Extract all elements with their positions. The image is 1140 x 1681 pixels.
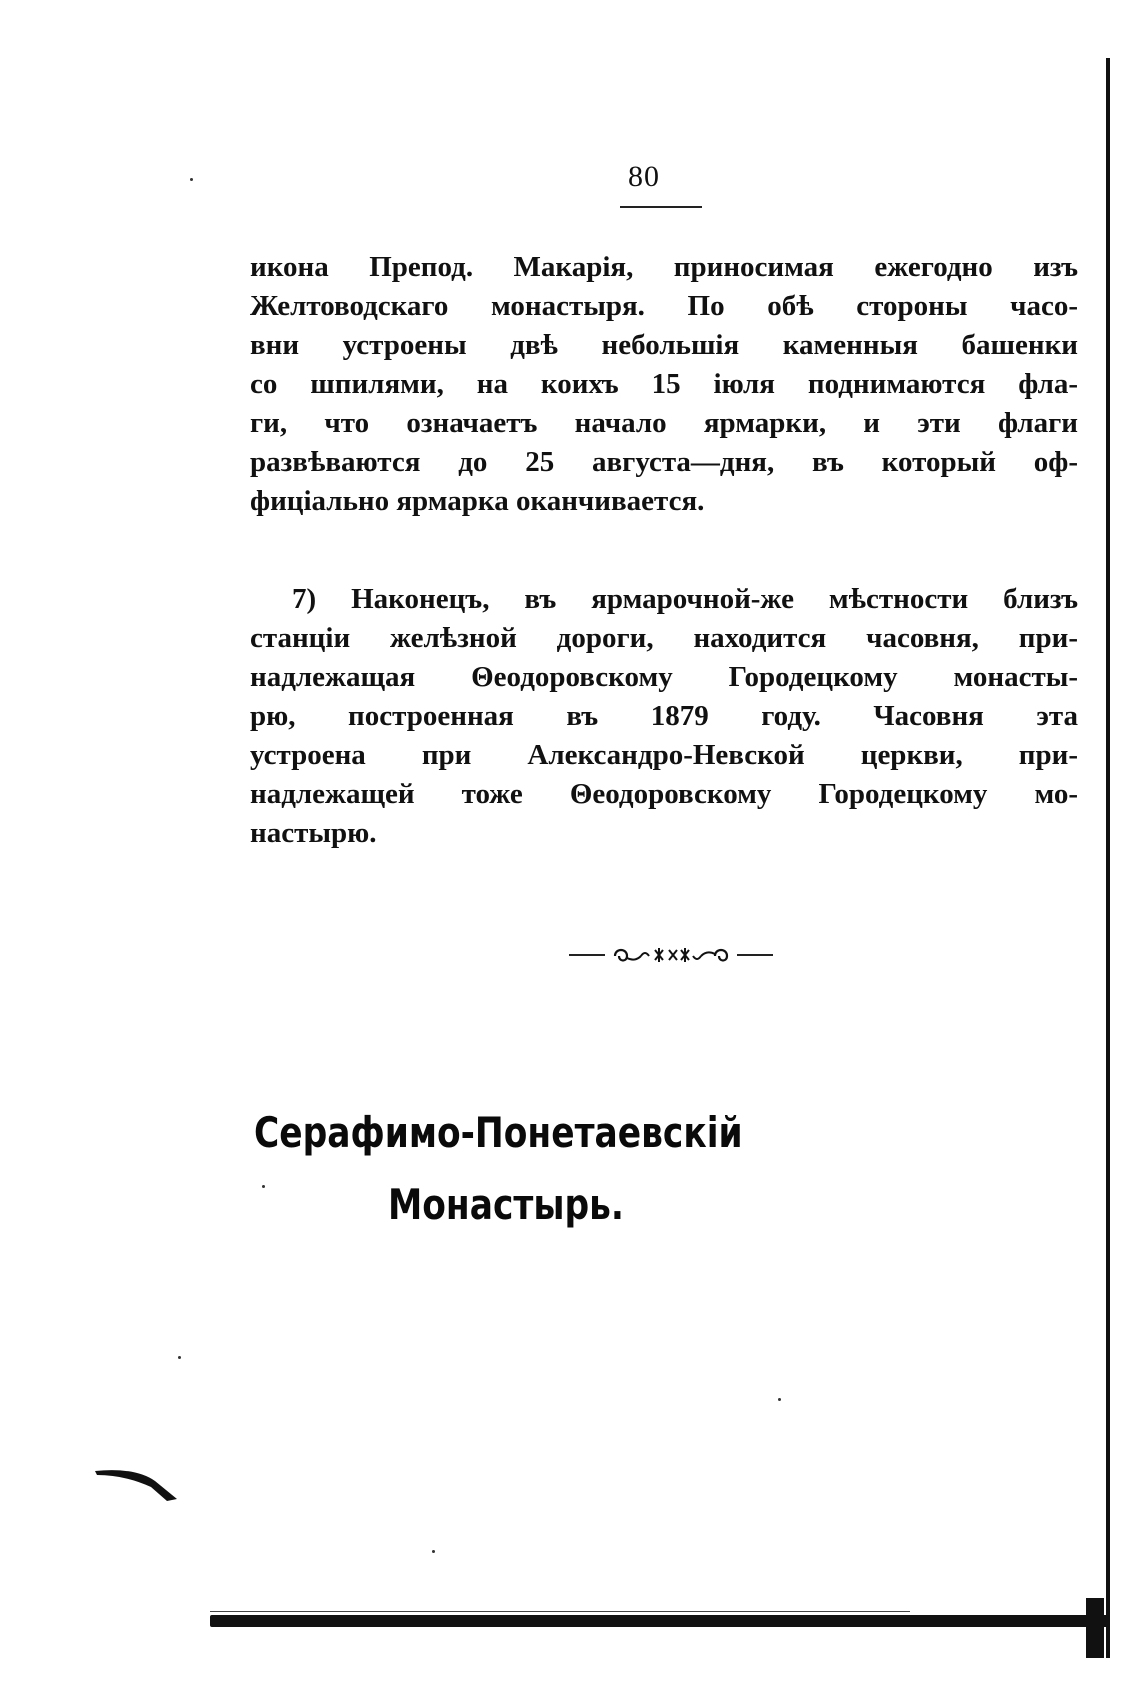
- scroll-ornament-icon: [611, 944, 731, 966]
- paragraph-1-line: со шпилями, на коихъ 15 іюля поднимаются фла-: [250, 368, 1078, 400]
- paragraph-2-line: рю, построенная въ 1879 году. Часовня эта: [250, 700, 1078, 732]
- bottom-heavy-rule: [210, 1615, 1110, 1627]
- paragraph-2: [250, 580, 1078, 853]
- section-heading-line-1: Серафимо-Понетаевскій: [254, 1108, 743, 1157]
- bottom-edge-mark: [1086, 1598, 1104, 1658]
- section-heading-line-2: Монастырь.: [388, 1180, 625, 1229]
- divider-dash-left: [569, 954, 605, 956]
- scan-speck: [778, 1398, 781, 1401]
- paragraph-1-line: развѣваются до 25 августа—дня, въ который оф-: [250, 446, 1078, 478]
- page-number-underline: [620, 206, 702, 208]
- paragraph-2-line: настырю.: [250, 817, 377, 849]
- section-divider-ornament: [556, 943, 786, 967]
- scan-speck: [178, 1356, 181, 1359]
- paragraph-1-line: икона Препод. Макарія, приносимая ежегодно изъ: [250, 251, 1078, 283]
- page-number: 80: [628, 160, 660, 193]
- page-edge-rule: [1106, 58, 1110, 1658]
- paragraph-1: [250, 248, 1078, 521]
- scan-speck: [262, 1185, 265, 1188]
- paragraph-1-line: вни устроены двѣ небольшія каменныя башенки: [250, 329, 1078, 361]
- paragraph-2-line: надлежащая Θеодоровскому Городецкому монасты-: [250, 661, 1078, 693]
- paragraph-1-line: ги, что означаетъ начало ярмарки, и эти флаги: [250, 407, 1078, 439]
- paragraph-2-line: устроена при Александро-Невской церкви, при-: [250, 739, 1078, 771]
- paragraph-2-line: 7) Наконецъ, въ ярмарочной-же мѣстности близъ: [292, 583, 1078, 615]
- paragraph-1-line: Желтоводскаго монастыря. По обѣ стороны часо-: [250, 290, 1078, 322]
- ink-smudge-mark: [95, 1465, 185, 1505]
- paragraph-2-line: надлежащей тоже Θеодоровскому Городецкому мо-: [250, 778, 1078, 810]
- bottom-thin-rule: [210, 1611, 910, 1612]
- paragraph-1-line: фиціально ярмарка оканчивается.: [250, 485, 705, 517]
- divider-dash-right: [737, 954, 773, 956]
- scan-speck: [190, 178, 193, 181]
- scan-speck: [432, 1550, 435, 1553]
- paragraph-2-line: станціи желѣзной дороги, находится часовня, при-: [250, 622, 1078, 654]
